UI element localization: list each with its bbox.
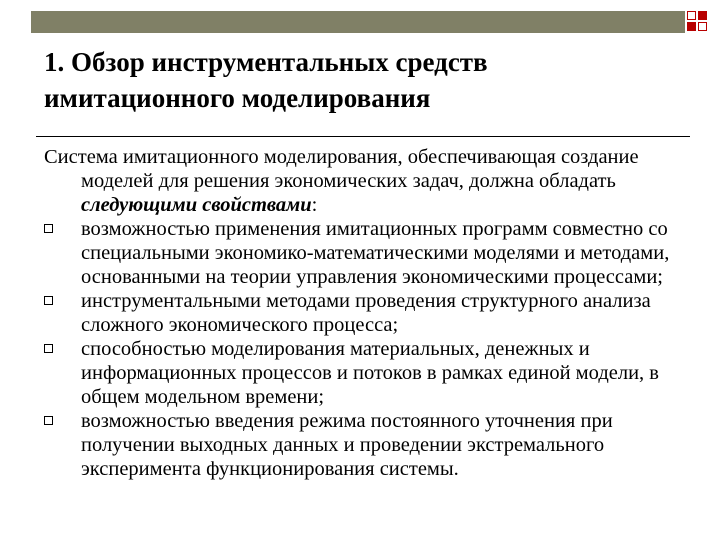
hollow-square-bullet-icon bbox=[44, 296, 53, 305]
slide-title: 1. Обзор инструментальных средств имитационного моделирования bbox=[44, 47, 488, 113]
list-item-text: возможностью применения имитационных программ совместно со специальными экономико-математическими моделями и методами, основанными на теории управления экономическими процессами; bbox=[81, 218, 670, 288]
intro-paragraph bbox=[44, 145, 708, 217]
header-bar bbox=[31, 11, 685, 33]
list-item bbox=[44, 337, 708, 409]
decoration-square bbox=[698, 22, 707, 31]
hollow-square-bullet-icon bbox=[44, 416, 53, 425]
intro-colon: : bbox=[311, 194, 318, 216]
list-item bbox=[44, 217, 708, 289]
list-item-text: способностью моделирования материальных, денежных и информационных процессов и потоков в рамках единой модели, в общем модельном времени; bbox=[81, 338, 659, 408]
decoration-square bbox=[687, 22, 696, 31]
list-item bbox=[44, 409, 708, 481]
properties-list bbox=[44, 217, 708, 481]
slide-body bbox=[44, 145, 708, 481]
list-item-text: возможностью введения режима постоянного уточнения при получении выходных данных и проведении экстремального эксперимента функционирования системы. bbox=[81, 410, 613, 480]
red-squares-decoration-icon bbox=[687, 11, 709, 33]
intro-text: Система имитационного моделирования, обеспечивающая создание моделей для решения экономических задач, должна обладать bbox=[44, 146, 639, 192]
hollow-square-bullet-icon bbox=[44, 344, 53, 353]
decoration-square bbox=[698, 11, 707, 20]
title-divider bbox=[36, 136, 690, 137]
intro-emphasis: следующими свойствами bbox=[81, 194, 312, 216]
decoration-square bbox=[687, 11, 696, 20]
list-item-text: инструментальными методами проведения структурного анализа сложного экономического процесса; bbox=[81, 290, 651, 336]
hollow-square-bullet-icon bbox=[44, 224, 53, 233]
list-item bbox=[44, 289, 708, 337]
